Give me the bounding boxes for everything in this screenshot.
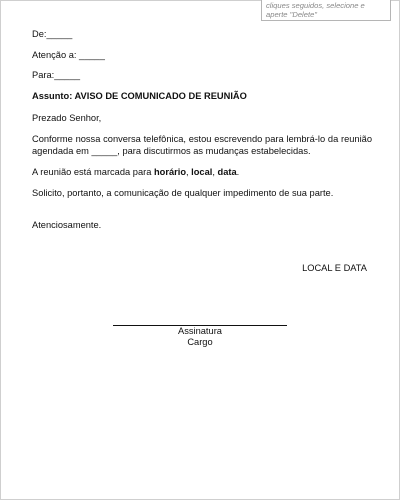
- paragraph-3: Solicito, portanto, a comunicação de qualquer impedimento de sua parte.: [32, 188, 334, 198]
- signature-label: Assinatura: [178, 326, 222, 336]
- subject-line: Assunto: AVISO DE COMUNICADO DE REUNIÃO: [32, 91, 247, 101]
- from-field: De:_____: [32, 29, 73, 39]
- schedule-place: local: [191, 167, 213, 177]
- place-and-date: LOCAL E DATA: [302, 263, 367, 273]
- position-label: Cargo: [187, 337, 213, 347]
- paragraph-2-end: .: [236, 167, 240, 177]
- to-field: Para:_____: [32, 70, 81, 80]
- attention-field: Atenção a: _____: [32, 50, 105, 60]
- closing: Atenciosamente.: [32, 220, 102, 230]
- separator-2: ,: [212, 167, 218, 177]
- paragraph-1: Conforme nossa conversa telefônica, estou escrevendo para lembrá-lo da reunião agendada em _____, para discutirmos as mudanças estabelecidas.: [32, 134, 372, 156]
- paragraph-2: [32, 167, 239, 177]
- paragraph-2-prefix: A reunião está marcada para: [32, 167, 154, 177]
- schedule-date: data: [217, 167, 237, 177]
- note-line-2: aperte "Delete": [266, 9, 317, 19]
- note-line-1: cliques seguidos, selecione e: [266, 1, 365, 10]
- greeting: Prezado Senhor,: [32, 113, 102, 123]
- separator-1: ,: [186, 167, 192, 177]
- instruction-note: [261, 0, 391, 21]
- schedule-time: horário: [153, 167, 186, 177]
